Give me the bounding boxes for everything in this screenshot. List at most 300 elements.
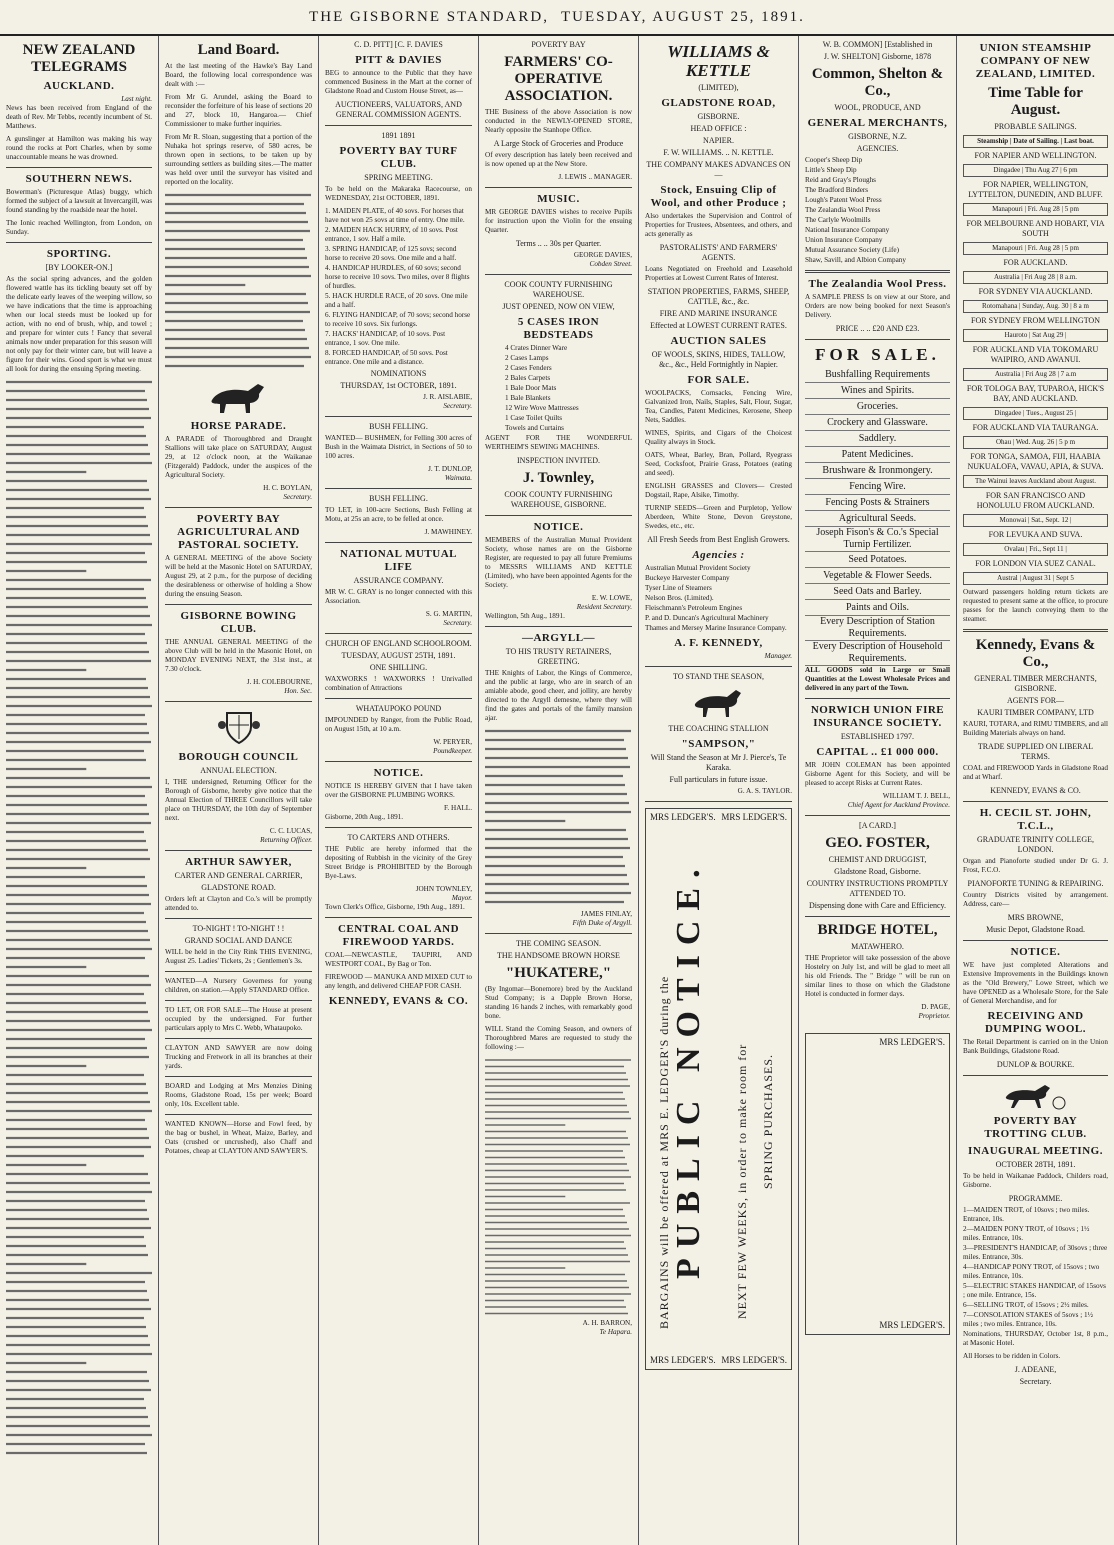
paragraph: ENGLISH GRASSES and Clovers— Crested Dogstail, Rape, Alsike, Timothy. (645, 482, 792, 499)
signature-title: Hon. Sec. (284, 687, 312, 695)
annual-election-heading: ANNUAL ELECTION. (200, 766, 277, 775)
list-item: 1 Bale Blankets (505, 394, 551, 402)
paragraph: Loans Negotiated on Freehold and Leasehold Properties at Lowest Current Rates of Interest. (645, 265, 792, 282)
sub-heading: PIANOFORTE TUNING & REPAIRING. (967, 879, 1104, 888)
notice-line: BARGAINS will be offered at MRS E. LEDGER'S during the (657, 975, 671, 1329)
dateline: Wellington, 5th Aug., 1891. (485, 612, 565, 620)
nominations-heading: NOMINATIONS (370, 369, 427, 378)
column-text-lines (485, 1056, 633, 1316)
bowing-club-heading: GISBORNE BOWING CLUB. (180, 610, 297, 635)
paragraph: All Horses to be ridden in Colors. (963, 1352, 1061, 1360)
sailing-row (963, 475, 1108, 488)
column-5 (639, 36, 799, 1545)
list-item: The Zealandia Wool Press (805, 206, 881, 214)
paragraph: WE have just completed Alterations and Extensive Improvements in the Buildings known as the "Old Brewery," Lowe Street, which we have OPENED as a Wholesale Store, for the Sale of General Merchandise, and for (963, 961, 1108, 1005)
tonight-heading: TO-NIGHT ! TO-NIGHT ! ! (192, 924, 285, 933)
list-item: 1 Case Toilet Quilts (505, 414, 563, 422)
paragraph: BEG to announce to the Public that they have commenced Business in the Mart at the corner of Gladstone Road and Custom House Street, as— (325, 69, 472, 95)
paragraph: CLAYTON AND SAWYER are now doing Trucking and Fretwork in all its branches at their yards. (165, 1044, 312, 1070)
sailing-route: FOR TONGA, SAMOA, FIJI, HAABIA NUKUALOFA, VAVAU, APIA, & SUVA. (967, 452, 1104, 471)
sailing-route: FOR AUCKLAND VIA TOKOMARU WAIPIRO, AND AWANUI. (972, 345, 1099, 364)
sailing-row (963, 368, 1108, 381)
paragraph: Bowerman's (Picturesque Atlas) buggy, which formed the subject of a lawsuit at Invercargill, was found standing by the roadside near the hotel. (6, 188, 152, 214)
divider (165, 1000, 312, 1001)
sailing-row-text: Rotomahana | Sunday, Aug. 30 | 8 a m (982, 302, 1089, 310)
column-2 (159, 36, 319, 1545)
sailing-row-text: Monowai | Sat., Sept. 12 | (999, 516, 1072, 524)
divider (165, 507, 312, 508)
race-list (325, 207, 472, 367)
sailing-row (963, 543, 1108, 556)
st-john-heading: H. CECIL ST. JOHN, T.C.L., (979, 807, 1092, 832)
programme-item: 4—HANDICAP PONY TROT, of 15sovs ; two miles. Entrance, 10s. (963, 1263, 1100, 1280)
paragraph: THE Proprietor will take possession of the above Hostelry on July 1st, and will be glad to meet all his old Friends. The " Bridge " will be run on similar lines to those on which the Gladstone Hotel is conducted in former days. (805, 954, 950, 998)
nomination-date: THURSDAY, 1st OCTOBER, 1891. (340, 381, 457, 390)
divider (165, 701, 312, 702)
corner-label: MRS LEDGER'S. (879, 1037, 945, 1047)
signature-title: Waimata. (444, 474, 472, 482)
sale-item: Seed Potatoes. (805, 552, 950, 568)
bridge-hotel-heading: BRIDGE HOTEL, (817, 922, 938, 938)
divider (325, 125, 472, 126)
sailing-row-text: Austral | August 31 | Sept 5 (997, 574, 1074, 582)
race-item: 1. MAIDEN PLATE, of 40 sovs. For horses that have not won 25 sovs at time of entry. One mile. (325, 207, 465, 224)
signature: J. ADEANE, (1014, 1365, 1057, 1374)
signature-title: Secretary. (443, 402, 472, 410)
race-item: 3. SPRING HANDICAP, of 125 sovs; second horse to receive 20 sovs. One mile and a half. (325, 245, 457, 262)
sub-heading: NAPIER. (703, 136, 734, 145)
list-item: Reid and Gray's Ploughs (805, 176, 876, 184)
borough-council-heading: BOROUGH COUNCIL (178, 751, 299, 763)
column-text-lines (485, 727, 633, 907)
sub-heading: AGENTS FOR— (1006, 696, 1065, 705)
paragraph: MR JOHN COLEMAN has been appointed Gisborne Agent for this Society, and will be pleased to accept Risks at Current Rates. (805, 761, 950, 787)
paragraph: From Mr R. Sloan, suggesting that a portion of the Nuhaka hot springs reserve, of 580 acres, be thrown open in sections, to be taken up by surrounding settlers as building sites.—The matter was held over until the surveyor has visited and reported on the locality. (165, 133, 312, 186)
divider (165, 1038, 312, 1039)
paragraph: Orders left at Clayton and Co.'s will be promptly attended to. (165, 895, 312, 912)
sawyer-heading: ARTHUR SAWYER, (185, 856, 292, 868)
hukatere-heading: "HUKATERE," (505, 965, 612, 981)
signature-title: Resident Secretary. (576, 603, 632, 611)
sailing-route: FOR LEVUKA AND SUVA. (988, 530, 1083, 539)
norwich-union-heading: NORWICH UNION FIRE INSURANCE SOCIETY. (810, 704, 945, 729)
sailing-row (963, 329, 1108, 342)
sailing-route: FOR NAPIER AND WELLINGTON. (974, 151, 1097, 160)
sub-heading: THE COACHING STALLION (668, 724, 769, 733)
byline: [BY LOOKER-ON.] (45, 263, 113, 272)
region-label: POVERTY BAY (531, 40, 586, 49)
public-notice-heading: PUBLIC NOTICE. (670, 859, 707, 1279)
paragraph: To be held in Waikanae Paddock, Childers road, Gisborne. (963, 1172, 1108, 1189)
divider (325, 917, 472, 918)
firm-partners: W. B. COMMON] [Established in (822, 40, 933, 49)
price: PRICE .. .. £20 AND £23. (835, 324, 920, 333)
sailing-row-text: Manapouri | Fri. Aug 28 | 5 pm (992, 244, 1079, 252)
ledger-box-continuation (805, 1033, 950, 1335)
sailing-route: FOR SAN FRANCISCO AND HONOLULU FROM AUCKLAND. (976, 491, 1095, 510)
column-7 (957, 36, 1114, 1545)
bush-felling-heading: BUSH FELLING. (369, 422, 428, 431)
sailing-route: FOR AUCKLAND. (1003, 258, 1068, 267)
southern-news-heading: SOUTHERN NEWS. (25, 173, 133, 185)
sub-heading: THE HANDSOME BROWN HORSE (497, 951, 620, 960)
notice-heading: NOTICE. (1010, 946, 1061, 958)
list-item: The Carlyle Woolmills (805, 216, 871, 224)
paragraph: THE ANNUAL GENERAL MEETING of the above Club will be held in the Masonic Hotel, on MONDAY EVENING NEXT, the 31st inst., at 7.30 o'clock. (165, 638, 312, 673)
dateline: Last night. (121, 95, 152, 103)
programme-item: 6—SELLING TROT, of 15sovs ; 2½ miles. (963, 1301, 1089, 1309)
sub-heading: All Fresh Seeds from Best English Growers. (647, 535, 790, 544)
sub-heading: COOK COUNTY FURNISHING WAREHOUSE, GISBORNE. (504, 490, 613, 509)
signature: MRS BROWNE, (1007, 913, 1064, 922)
stallion-illustration-icon (689, 686, 749, 720)
sub-heading: Effected at LOWEST CURRENT RATES. (650, 321, 787, 330)
sailing-route: FOR LONDON VIA SUEZ CANAL. (975, 559, 1096, 568)
sub-heading: GISBORNE, N.Z. (848, 132, 907, 141)
notice-heading: NOTICE. (533, 521, 584, 533)
agencies-list (805, 156, 950, 265)
signature: J. T. DUNLOP, (428, 465, 472, 473)
notice-heading: NOTICE. (373, 767, 424, 779)
divider (485, 274, 632, 275)
divider (963, 940, 1108, 941)
paragraph: WANTED— BUSHMEN, for Felling 300 acres of Bush in the Waimata District, in Sections of 50 to 100 acres. (325, 434, 472, 460)
for-sale-heading: FOR SALE. (815, 345, 940, 364)
sailing-route: FOR NAPIER, WELLINGTON, LYTTELTON, DUNEDIN, AND BLUFF. (968, 180, 1103, 199)
inaugural-meeting-heading: INAUGURAL MEETING. (968, 1145, 1103, 1157)
sailing-row (963, 242, 1108, 255)
sailing-row (963, 164, 1108, 177)
sale-item: Paints and Oils. (805, 600, 950, 616)
paragraph: (By Ingomar—Bonemore) bred by the Auckland Stud Company; is a Dapple Brown Horse, standing 16 hands 2 inches, with remarkably good bone. (485, 985, 632, 1020)
townley-heading: J. Townley, (522, 470, 595, 486)
divider (325, 827, 472, 828)
divider (805, 698, 950, 699)
paragraph: WINES, Spirits, and Cigars of the Choicest Quality always in Stock. (645, 429, 792, 446)
kennedy-evans-heading: Kennedy, Evans & Co., (975, 637, 1096, 670)
horse-illustration-icon (204, 378, 274, 416)
list-item: 4 Crates Dinner Ware (505, 344, 568, 352)
divider (325, 416, 472, 417)
sailing-route: FOR SYDNEY VIA AUCKLAND. (978, 287, 1093, 296)
paragraph: OATS, Wheat, Barley, Bran, Pollard, Ryegrass Seed, Cocksfoot, Prairie Grass, Potatoes (eating and seed). (645, 451, 792, 477)
coming-season-heading: THE COMING SEASON. (515, 939, 602, 948)
established: ESTABLISHED 1797. (840, 732, 915, 741)
sub-heading: Full particulars in future issue. (669, 775, 768, 784)
signature-title: Poundkeeper. (433, 747, 472, 755)
column-text-lines (6, 378, 153, 1478)
foster-heading: GEO. FOSTER, (825, 835, 930, 851)
divider (325, 542, 472, 543)
masthead-title: THE GISBORNE STANDARD, (309, 8, 549, 25)
signature: A. F. KENNEDY, (674, 637, 763, 649)
signature: G. A. S. TAYLOR. (737, 787, 792, 795)
sailing-row (963, 572, 1108, 585)
sub-heading: OF WOOLS, SKINS, HIDES, TALLOW, &c., &c., Held Fortnightly in Napier. (651, 350, 786, 369)
race-item: 5. HACK HURDLE RACE, of 20 sovs. One mile and a half. (325, 292, 468, 309)
argyll-heading: —ARGYLL— (521, 632, 596, 644)
divider (485, 515, 632, 516)
sailing-row-text: Ovalau | Fri., Sept 11 | (1004, 545, 1067, 553)
race-item: 2. MAIDEN HACK HURRY, of 10 sovs. Post entrance, 1 sov. Half a mile. (325, 226, 458, 243)
divider (645, 666, 792, 667)
sailing-route: FOR TOLOGA BAY, TUPAROA, HICK'S BAY, AND AUCKLAND. (966, 384, 1105, 403)
signature: J. H. COLEBOURNE, (246, 678, 312, 686)
firm-partners: C. D. PITT] [C. F. DAVIES (354, 40, 443, 49)
advances-heading: Stock, Ensuing Clip of Wool, and other Produce ; (650, 184, 787, 209)
sailing-row-text: Australia | Fri Aug 28 | 8 a.m. (993, 273, 1078, 281)
divider (963, 1075, 1108, 1076)
paragraph: MEMBERS of the Australian Mutual Provident Society, whose names are on the Gisborne Register, are requested to pay all future Premiums to MESSRS WILLIAMS AND KETTLE (Limited), who have been appointed Agents for the Society. (485, 536, 632, 589)
divider (325, 698, 472, 699)
church-heading: CHURCH OF ENGLAND SCHOOLROOM. (325, 639, 472, 648)
sale-item: Joseph Fison's & Co.'s Special Turnip Fertilizer. (805, 527, 950, 552)
sailing-row-text: Ohau | Wed. Aug. 26 | 5 p m (995, 438, 1076, 446)
signature: J. LEWIS .. MANAGER. (558, 173, 632, 181)
masthead-date: TUESDAY, AUGUST 25, 1891. (560, 8, 805, 25)
signature: F. HALL. (444, 804, 472, 812)
signature-title: Returning Officer. (260, 836, 312, 844)
paragraph: Also undertakes the Supervision and Control of Properties for Trustees, Absentees, and others, and acts generally as (645, 212, 792, 238)
sailing-row-text: Dingadee | Tues., August 25 | (994, 409, 1077, 417)
sailing-route: FOR AUCKLAND VIA TAURANGA. (972, 423, 1099, 432)
paragraph: FIREWOOD — MANUKA AND MIXED CUT to any length, and delivered CHEAP FOR CASH. (325, 973, 472, 990)
sub-heading: ASSURANCE COMPANY. (353, 576, 444, 585)
signature-title: Fifth Duke of Argyll. (572, 919, 632, 927)
divider (6, 242, 152, 243)
paragraph: COAL and FIREWOOD Yards in Gladstone Road and at Wharf. (963, 764, 1108, 781)
list-item: Buckeye Harvester Company (645, 574, 730, 582)
wool-heading: RECEIVING AND DUMPING WOOL. (984, 1010, 1087, 1035)
sailings-heading: PROBABLE SAILINGS. (994, 122, 1077, 131)
sporting-heading: SPORTING. (46, 248, 112, 260)
telegrams-heading: NEW ZEALAND TELEGRAMS (22, 42, 136, 75)
coat-of-arms-icon (217, 707, 261, 747)
programme-item: 5—ELECTRIC STAKES HANDICAP, of 15sovs ; one mile. Entrance, 15s. (963, 1282, 1106, 1299)
paragraph: TURNIP SEEDS—Green and Purpletop, Yellow Aberdeen, White Stone, Devon Greystone, Swedes, etc., etc. (645, 504, 792, 530)
list-item: Tyser Line of Steamers (645, 584, 712, 592)
stand-season-heading: TO STAND THE SEASON, (672, 672, 765, 681)
sale-item: Wines and Spirits. (805, 383, 950, 399)
programme-item: 2—MAIDEN PONY TROT, of 10sovs ; 1½ miles. Entrance, 10s. (963, 1225, 1090, 1242)
zealandia-heading: The Zealandia Wool Press. (808, 278, 947, 290)
sub-heading: Will Stand the Season at Mr J. Pierce's, Te Karaka. (650, 753, 787, 772)
sale-item: Saddlery. (805, 431, 950, 447)
corner-label: MRS LEDGER'S. (879, 1320, 945, 1330)
sailing-row (963, 203, 1108, 216)
paragraph: Organ and Pianoforte studied under Dr G. J. Frost, F.C.O. (963, 857, 1108, 874)
sub-heading: TO HIS TRUSTY RETAINERS, GREETING. (505, 647, 612, 666)
notice-line: NEXT FEW WEEKS, in order to make room for (735, 1043, 749, 1319)
list-item: Lough's Patent Wool Press (805, 196, 882, 204)
capital: CAPITAL .. £1 000 000. (816, 746, 939, 758)
sub-heading: COUNTRY INSTRUCTIONS PROMPTLY ATTENDED TO. (806, 879, 949, 898)
paragraph: A PARADE of Thoroughbred and Draught Stallions will take place on SATURDAY, August 29, at 12 o'clock noon, at the Waikanae (Fitzgerald) Paddock, under the auspices of the Agricultural Society. (165, 435, 312, 479)
race-item: 6. FLYING HANDICAP, of 70 sovs; second horse to receive 10 sovs. Six furlongs. (325, 311, 471, 328)
column-1 (0, 36, 159, 1545)
sub-heading: (LIMITED), (698, 83, 739, 92)
horse-parade-heading: HORSE PARADE. (190, 420, 287, 432)
pitt-davies-heading: PITT & DAVIES (355, 54, 442, 66)
sub-heading: TRADE SUPPLIED ON LIBERAL TERMS. (977, 742, 1094, 761)
terms: Terms .. .. 30s per Quarter. (515, 239, 602, 248)
paragraph: MR GEORGE DAVIES wishes to receive Pupils for instruction upon the Violin for the ensuing Quarter. (485, 208, 632, 234)
paragraph: THE Knights of Labor, the Kings of Commerce, and the public at large, who are in search of an amiable abode, good cheer, and jollity, are hereby directed to the Argyll demesne, where they will find the gates and portals of the family mansion ajar. (485, 669, 632, 722)
sale-item: Bushfalling Requirements (805, 367, 950, 383)
signature: J. R. AISLABIE, (423, 393, 472, 401)
paragraph: WAXWORKS ! WAXWORKS ! Unrivalled combination of Attractions (325, 675, 472, 692)
divider (165, 918, 312, 919)
signature-title: Cobden Street. (589, 260, 632, 268)
admission: ONE SHILLING. (369, 663, 428, 672)
insurance-heading: FIRE AND MARINE INSURANCE (659, 309, 778, 318)
sale-item: Groceries. (805, 399, 950, 415)
head-office-heading: HEAD OFFICE : (690, 124, 747, 133)
paragraph: News has been received from England of the death of Rev. Mr Tebbs, recently incumbent of St. Matthews. (6, 104, 152, 130)
paragraph: AGENT FOR THE WONDERFUL WERTHEIM'S SEWING MACHINES. (485, 434, 632, 451)
sale-item: Fencing Wire. (805, 479, 950, 495)
list-item: 12 Wire Wove Mattresses (505, 404, 579, 412)
list-item: Towels and Curtains (505, 424, 564, 432)
divider (165, 604, 312, 605)
sailing-row-text: Manapouri | Fri. Aug 28 | 5 pm (992, 205, 1079, 213)
sub-heading: WOOL, PRODUCE, AND (834, 103, 921, 112)
programme-item: 7—CONSOLATION STAKES of 5sovs ; 1½ miles ; two miles. Entrance, 10s. (963, 1311, 1094, 1328)
signature: S. G. MARTIN, (425, 610, 472, 618)
schedule-header: Steamship | Date of Sailing. | Last boat. (977, 137, 1094, 145)
signature-title: Mayor. (451, 894, 472, 902)
divider (165, 850, 312, 851)
trotting-club-heading: POVERTY BAY TROTTING CLUB. (984, 1115, 1087, 1140)
sub-heading: A Large Stock of Groceries and Produce (493, 139, 624, 148)
divider (325, 633, 472, 634)
paragraph: WOOLPACKS, Cornsacks, Fencing Wire, Galvanized Iron, Nails, Staples, Salt, Flour, Sugar, Tea, Candles, Patent Medicines, Kerosene, Sheep Nets, Saddles. (645, 389, 792, 424)
divider (485, 626, 632, 627)
paragraph: WANTED—A Nursery Governess for young children, on station.—Apply STANDARD Office. (165, 977, 312, 994)
paragraph: BOARD and Lodging at Mrs Menzies Dining Rooms, Gladstone Road, 15s per week; Board only, 10s. Excellent table. (165, 1082, 312, 1108)
divider (325, 488, 472, 489)
list-item: 2 Cases Fenders (505, 364, 552, 372)
paragraph: From Mr G. Arundel, asking the Board to reconsider the forfeiture of his lease of sections 20 and 27, block 10, Hangaroa.— Chief Commissioner to make further inquiries. (165, 93, 312, 128)
turf-club-heading: POVERTY BAY TURF CLUB. (339, 145, 458, 170)
sub-heading: GLADSTONE ROAD. (201, 883, 276, 892)
corner-label: MRS LEDGER'S. (721, 1355, 787, 1365)
paragraph: MR W. C. GRAY is no longer connected with this Association. (325, 588, 472, 605)
list-item: Little's Sheep Dip (805, 166, 857, 174)
corner-label: MRS LEDGER'S. (721, 812, 787, 822)
divider (485, 933, 632, 934)
divider (805, 815, 950, 816)
paragraph: Country Districts visited by arrangement. Address, care— (963, 891, 1108, 908)
sailing-route: FOR SYDNEY FROM WELLINGTON (971, 316, 1100, 325)
signature-title: Secretary. (283, 493, 312, 501)
paragraph: THE Public are hereby informed that the depositing of Rubbish in the vicinity of the Grey Street Bridge is PROHIBITED by the Borough Bye-Laws. (325, 845, 472, 880)
column-text-lines (165, 191, 313, 371)
list-item: Shaw, Savill, and Albion Company (805, 256, 906, 264)
race-item: 4. HANDICAP HURDLES, of 60 sovs; second horse to receive 10 sovs. Two miles, over 8 flights of hurdles. (325, 264, 470, 290)
sub-heading: GRADUATE TRINITY COLLEGE, LONDON. (976, 835, 1095, 854)
paragraph: NOTICE IS HEREBY GIVEN that I have taken over the GISBORNE PLUMBING WORKS. (325, 782, 472, 799)
paragraph: A SAMPLE PRESS Is on view at our Store, and Orders are now being booked for next Season's Delivery. (805, 293, 950, 319)
list-item: Thames and Mersey Marine Insurance Company. (645, 624, 787, 632)
sailing-row-text: Hauroto | Sat Aug 29 | (1004, 331, 1067, 339)
signature-title: Secretary. (443, 619, 472, 627)
union-steamship-heading: UNION STEAMSHIP COMPANY OF NEW ZEALAND, LIMITED. (975, 42, 1096, 80)
sailing-row (963, 436, 1108, 449)
signature: WILLIAM T. J. BELL, (882, 792, 950, 800)
programme-item: 3—PRESIDENT'S HANDICAP, of 30sovs ; three miles. Entrance, 30s. (963, 1244, 1108, 1261)
agents-heading: PASTORALISTS' AND FARMERS' AGENTS. (659, 243, 778, 262)
programme-list (963, 1206, 1108, 1329)
sub-heading: KAURI TIMBER COMPANY, LTD (977, 708, 1094, 717)
sailing-list (963, 151, 1108, 585)
divider (165, 971, 312, 972)
list-item: 1 Bale Door Mats (505, 384, 557, 392)
list-item: Australian Mutual Provident Society (645, 564, 751, 572)
list-item: 2 Bales Carpets (505, 374, 551, 382)
signature: GEORGE DAVIES, (573, 251, 632, 259)
list-item: Mutual Assurance Society (Life) (805, 246, 900, 254)
paragraph: ALL GOODS sold in Large or Small Quantities at the Lowest Wholesale Prices and delivered in any part of the Town. (805, 666, 950, 692)
paragraph: IMPOUNDED by Ranger, from the Public Road, on August 15th, at 10 a.m. (325, 716, 472, 733)
sub-heading: MATAWHERO. (851, 942, 904, 951)
sailing-row-text: The Wainui leaves Auckland about August. (974, 477, 1096, 485)
divider (805, 339, 950, 340)
sub-heading: CHEMIST AND DRUGGIST, (828, 855, 927, 864)
sailing-row (963, 514, 1108, 527)
paragraph: Of every description has lately been received and is now opened up at the New Store. (485, 151, 632, 168)
list-item: 2 Cases Lamps (505, 354, 549, 362)
paragraph: As the social spring advances, and the golden flowered wattle has its tickling beauty set off by the delicate early leaves of the weeping willow, so we have indications that the time is approaching when our local steeds must be looked up for action, with no end of brush, whip, and towel ; and prepare for winter cuts ! Fancy that several animals now under preparation for this season will not only pay for their winter care, but will leave a figure for their wins. Good sport is what we must all look for during the ensuing Spring meeting. (6, 275, 152, 373)
signature-title: Manager. (764, 652, 792, 660)
signature-title: Music Depot, Gladstone Road. (986, 925, 1085, 934)
signature-title: Proprietor. (918, 1012, 950, 1020)
divider (165, 1076, 312, 1077)
bedsteads-heading: 5 CASES IRON BEDSTEADS (517, 316, 600, 341)
signature: W. PERYER, (433, 738, 472, 746)
programme-heading: PROGRAMME. (1008, 1194, 1063, 1203)
sailing-row (963, 300, 1108, 313)
sale-list (805, 367, 950, 666)
dateline: Gisborne, 20th Aug., 1891. (325, 813, 404, 821)
column-6 (799, 36, 957, 1545)
sampson-heading: "SAMPSON," (681, 738, 756, 750)
sub-heading: AUCTIONEERS, VALUATORS, AND GENERAL COMMISSION AGENTS. (335, 100, 462, 119)
sailing-row (963, 271, 1108, 284)
divider (805, 270, 950, 273)
notice-line: SPRING PURCHASES. (761, 1053, 775, 1189)
paragraph: To be held on the Makaraka Racecourse, on WEDNESDAY, 21st OCTOBER, 1891. (325, 185, 472, 202)
corner-label: MRS LEDGER'S. (650, 812, 716, 822)
sub-heading: GENERAL MERCHANTS, (807, 117, 948, 129)
kennedy-evans-footer: KENNEDY, EVANS & CO. (328, 995, 469, 1007)
signature: C. C. LUCAS, (269, 827, 312, 835)
signature-title: Secretary. (1019, 1377, 1052, 1386)
card-label: [A CARD.] (859, 821, 896, 830)
column-4 (479, 36, 639, 1545)
carters-heading: TO CARTERS AND OTHERS. (347, 833, 450, 842)
sailing-row-text: Australia | Fri Aug 28 | 7 a.m (994, 370, 1077, 378)
list-item: P. and D. Duncan's Agricultural Machinery (645, 614, 769, 622)
agencies-heading: Agencies : (692, 549, 745, 561)
column-3 (319, 36, 479, 1545)
paragraph: THE Business of the above Association is now conducted in the NEWLY-OPENED STORE, Nearly opposite the Stanhope Office. (485, 108, 632, 134)
list-item: National Insurance Company (805, 226, 890, 234)
divider (963, 801, 1108, 802)
bush-felling-heading: BUSH FELLING. (369, 494, 428, 503)
farmers-association-heading: FARMERS' CO-OPERATIVE ASSOCIATION. (504, 54, 613, 104)
sailing-route: FOR MELBOURNE AND HOBART, VIA SOUTH (966, 219, 1105, 238)
